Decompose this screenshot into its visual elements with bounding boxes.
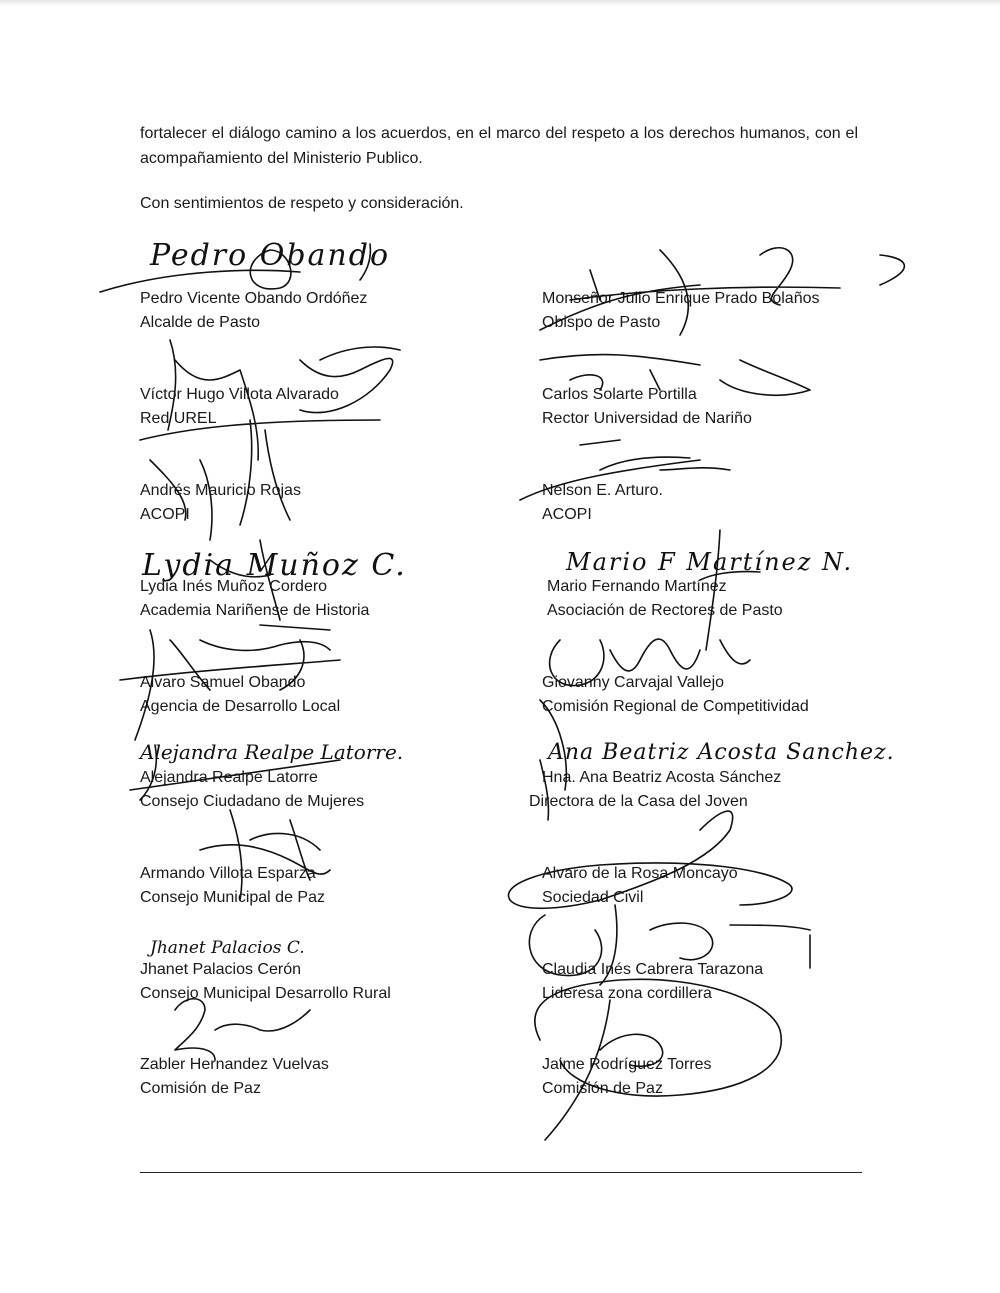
- signatory-role: ACOPI: [140, 506, 190, 523]
- signatory-name: Jhanet Palacios Cerón: [140, 961, 301, 978]
- signatory-left-1: [140, 287, 367, 335]
- signatory-name: Carlos Solarte Portilla: [542, 386, 697, 403]
- signatory-name: Pedro Vicente Obando Ordóñez: [140, 290, 368, 307]
- scan-edge: [0, 0, 1000, 6]
- signatory-name: Giovanny Carvajal Vallejo: [542, 674, 725, 691]
- signatory-right-4: [547, 575, 783, 623]
- signatory-role: Sociedad Civil: [542, 889, 644, 906]
- handwritten-signature-beatriz: Ana Beatriz Acosta Sanchez.: [548, 740, 895, 765]
- signatory-left-8: [140, 958, 391, 1006]
- signatory-name: Víctor Hugo Villota Alvarado: [140, 386, 339, 403]
- signatory-role: Academia Nariñense de Historia: [140, 602, 370, 619]
- signatory-right-5: [542, 671, 809, 719]
- signatory-role: Obispo de Pasto: [542, 314, 661, 331]
- signatory-name: Alvaro de la Rosa Moncayo: [542, 865, 738, 882]
- body-paragraph-regards: Con sentimientos de respeto y consideración.: [140, 195, 464, 212]
- signatory-left-6: [140, 766, 364, 814]
- signature-stroke-obando: [100, 244, 370, 292]
- signatory-name: Armando Villota Esparza: [140, 865, 316, 882]
- signatory-name: Mario Fernando Martínez: [547, 578, 727, 595]
- signatory-right-9: [542, 1053, 712, 1101]
- signatory-right-8: [542, 958, 763, 1006]
- signatory-left-3: [140, 479, 301, 527]
- signatory-right-1: [542, 287, 820, 335]
- signatory-name: Nelson E. Arturo.: [542, 482, 663, 499]
- handwritten-signature-jhanet: Jhanet Palacios C.: [150, 938, 305, 958]
- body-paragraph-closing: fortalecer el diálogo camino a los acuerdos, en el marco del respeto a los derechos humanos, con el acompañamiento del Ministerio Publico.: [140, 125, 858, 167]
- signatory-role: Directora de la Casa del Joven: [529, 793, 748, 810]
- signatory-role: ACOPI: [542, 506, 592, 523]
- signatory-right-6: [529, 766, 781, 814]
- signatory-left-9: [140, 1053, 329, 1101]
- signatory-left-2: [140, 383, 339, 431]
- signatory-name: Hna. Ana Beatriz Acosta Sánchez: [542, 769, 782, 786]
- signatory-left-5: [140, 671, 340, 719]
- signatory-name: Alejandra Realpe Latorre: [140, 769, 318, 786]
- signatory-role: Rector Universidad de Nariño: [542, 410, 752, 427]
- signatory-role: Alcalde de Pasto: [140, 314, 261, 331]
- signatory-left-4: [140, 575, 369, 623]
- signatory-name: Monseñor Julio Enrique Prado Bolaños: [542, 290, 820, 307]
- signatory-role: Comisión de Paz: [140, 1080, 261, 1097]
- handwritten-signature-mario: Mario F Martínez N.: [566, 548, 854, 576]
- signatory-name: Claudia Inés Cabrera Tarazona: [542, 961, 764, 978]
- signatory-right-3: [542, 479, 663, 527]
- handwritten-signature-lydia: Lydia Muñoz C.: [142, 548, 407, 583]
- signatory-role: Comisión de Paz: [542, 1080, 663, 1097]
- footer-divider: [140, 1172, 862, 1173]
- signatory-name: Zabler Hernandez Vuelvas: [140, 1056, 329, 1073]
- signatory-role: Consejo Ciudadano de Mujeres: [140, 793, 365, 810]
- signatory-name: Lydia Inés Muñoz Cordero: [140, 578, 328, 595]
- handwritten-signature-obando: Pedro Obando: [150, 238, 391, 273]
- signature-stroke-hernandez: [175, 999, 310, 1060]
- signatory-role: Lideresa zona cordillera: [542, 985, 712, 1002]
- handwritten-signature-alejandra: Alejandra Realpe Latorre.: [140, 740, 404, 764]
- signatory-left-7: [140, 862, 325, 910]
- signatory-role: Comisión Regional de Competitividad: [542, 698, 809, 715]
- signatory-role: Consejo Municipal Desarrollo Rural: [140, 985, 391, 1002]
- signatory-right-7: [542, 862, 738, 910]
- signatory-role: Asociación de Rectores de Pasto: [547, 602, 783, 619]
- signatory-role: Consejo Municipal de Paz: [140, 889, 325, 906]
- signatory-right-2: [542, 383, 752, 431]
- signatory-role: Red UREL: [140, 410, 217, 427]
- signatory-name: Alvaro Samuel Obando: [140, 674, 306, 691]
- signatory-name: Andrés Mauricio Rojas: [140, 482, 301, 499]
- signatory-name: Jaime Rodríguez Torres: [542, 1056, 712, 1073]
- signatory-role: Agencia de Desarrollo Local: [140, 698, 341, 715]
